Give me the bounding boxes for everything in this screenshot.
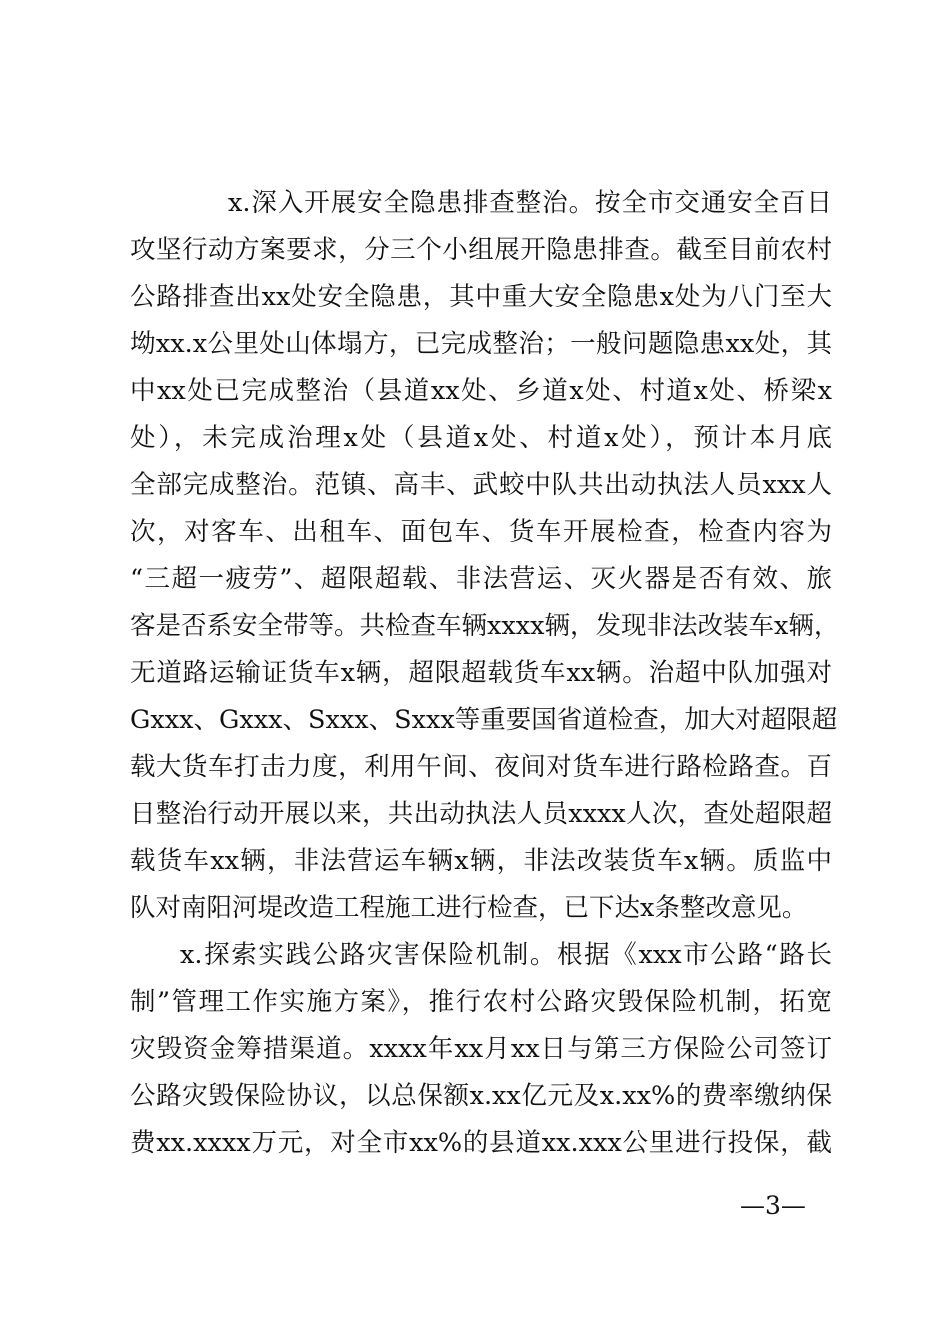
paragraph-line: 队对南阳河堤改造工程施工进行检查，已下达x条整改意见。 bbox=[130, 893, 808, 923]
paragraph-line: 坳xx.x公里处山体塌方，已完成整治；一般问题隐患xx处，其 bbox=[130, 329, 832, 359]
paragraph-line: 日整治行动开展以来，共出动执法人员xxxx人次，查处超限超 bbox=[130, 799, 832, 829]
paragraph-line: 公路排查出xx处安全隐患，其中重大安全隐患x处为八门至大 bbox=[130, 282, 832, 312]
paragraph-line: 灾毁资金筹措渠道。xxxx年xx月xx日与第三方保险公司签订 bbox=[130, 1034, 832, 1064]
paragraph-line: 攻坚行动方案要求，分三个小组展开隐患排查。截至目前农村 bbox=[130, 235, 832, 265]
paragraph-line: 次，对客车、出租车、面包车、货车开展检查，检查内容为 bbox=[130, 517, 832, 547]
paragraph-line: Gxxx、Gxxx、Sxxx、Sxxx等重要国省道检查，加大对超限超 bbox=[130, 705, 838, 735]
paragraph-line: 客是否系安全带等。共检查车辆xxxx辆，发现非法改装车x辆， bbox=[130, 611, 840, 641]
paragraph-line: 公路灾毁保险协议，以总保额x.xx亿元及x.xx%的费率缴纳保 bbox=[130, 1081, 832, 1111]
paragraph-line: 费xx.xxxx万元，对全市xx%的县道xx.xxx公里进行投保，截 bbox=[130, 1128, 832, 1158]
paragraph-line: “三超一疲劳”、超限超载、非法营运、灭火器是否有效、旅 bbox=[130, 564, 832, 594]
page-number: —3— bbox=[740, 1191, 806, 1220]
paragraph-line: x.探索实践公路灾害保险机制。根据《xxx市公路“路长 bbox=[180, 940, 832, 970]
paragraph-line: 载大货车打击力度，利用午间、夜间对货车进行路检路查。百 bbox=[130, 752, 832, 782]
paragraph-line: 无道路运输证货车x辆，超限超载货车xx辆。治超中队加强对 bbox=[130, 658, 832, 688]
paragraph-line: 处），未完成治理x处（县道x处、村道x处），预计本月底 bbox=[130, 423, 832, 453]
paragraph-line: 全部完成整治。范镇、高丰、武蛟中队共出动执法人员xxx人 bbox=[130, 470, 832, 500]
paragraph-line: 中xx处已完成整治（县道xx处、乡道x处、村道x处、桥梁x bbox=[130, 376, 832, 406]
paragraph-line: 载货车xx辆，非法营运车辆x辆，非法改装货车x辆。质监中 bbox=[130, 846, 832, 876]
paragraph-line: x.深入开展安全隐患排查整治。按全市交通安全百日 bbox=[228, 188, 832, 218]
paragraph-line: 制”管理工作实施方案》，推行农村公路灾毁保险机制，拓宽 bbox=[130, 987, 832, 1017]
